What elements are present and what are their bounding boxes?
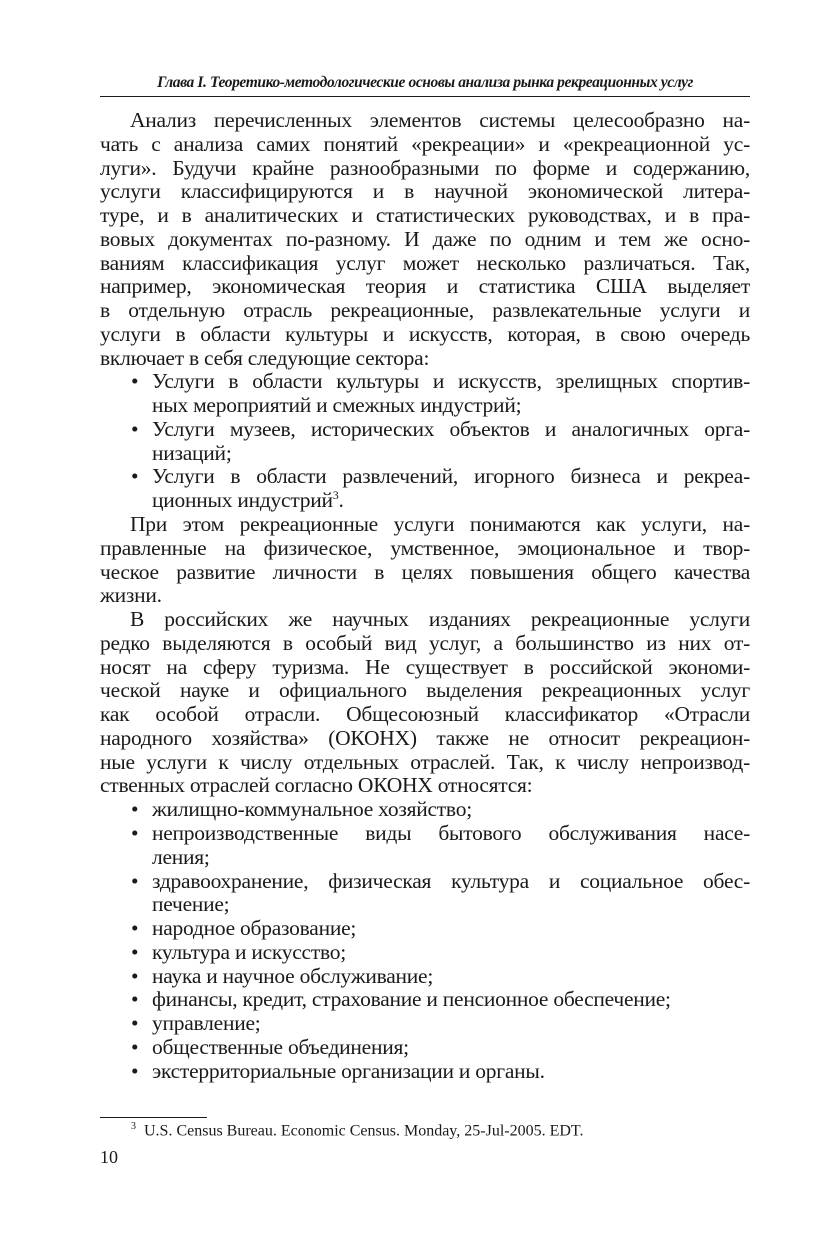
- list-item-text: ных мероприятий и смежных индустрий;: [152, 393, 522, 418]
- list-item: [100, 418, 750, 466]
- list-item-line: [100, 489, 750, 513]
- list-item-text: народное образование;: [152, 916, 357, 941]
- list-item-line: [100, 893, 750, 917]
- list-item-line: [100, 1012, 750, 1036]
- bullet-icon: •: [131, 820, 139, 845]
- list-item-line: [100, 1060, 750, 1084]
- list-item-line: [100, 846, 750, 870]
- list-item: [100, 798, 750, 822]
- bullet-icon: •: [131, 1058, 139, 1083]
- text-line: например, экономическая теория и статистика США выделяет: [100, 274, 750, 299]
- text-line: включает в себя следующие сектора:: [100, 345, 430, 370]
- page-number: 10: [100, 1147, 118, 1167]
- text-line: луги». Будучи крайне разнообразными по форме и содержанию,: [100, 155, 750, 180]
- list-item-text: ления;: [152, 844, 210, 869]
- list-item-text: экстерриториальные организации и органы.: [152, 1058, 545, 1083]
- text-line: Анализ перечисленных элементов системы целесообразно на-: [130, 108, 750, 132]
- text-line: правленные на физическое, умственное, эмоциональное и твор-: [100, 535, 750, 560]
- text-line: ственных отраслей согласно ОКОНХ относятся:: [100, 773, 533, 798]
- list-item-line: [100, 870, 750, 894]
- list-item-line: [100, 465, 750, 489]
- list-item-text: общественные объединения;: [152, 1034, 409, 1059]
- list-item: [100, 370, 750, 418]
- list-item: [100, 465, 750, 513]
- list-item-text: культура и искусство;: [152, 939, 346, 964]
- footnote: [131, 1121, 584, 1140]
- text-line: ческой науке и официального выделения рекреационных услуг: [100, 678, 750, 703]
- text-line: чать с анализа самих понятий «рекреации» и «рекреационной ус-: [100, 131, 750, 156]
- list-item-text: непроизводственные виды бытового обслуживания насе-: [152, 820, 750, 845]
- list-item-line: [100, 394, 750, 418]
- list-item-line: [100, 988, 750, 1012]
- list-item-text: здравоохранение, физическая культура и социальное обес-: [152, 868, 750, 893]
- list-item: [100, 1060, 750, 1084]
- bullet-icon: •: [131, 868, 139, 893]
- list-item-tail: .: [338, 488, 344, 513]
- list-item-text: жилищно-коммунальное хозяйство;: [152, 797, 472, 822]
- list-item-text: низаций;: [152, 440, 232, 465]
- page-body: [100, 109, 750, 1083]
- bullet-icon: •: [131, 797, 139, 822]
- bullet-list: [100, 370, 750, 513]
- bullet-icon: •: [131, 916, 139, 941]
- bullet-icon: •: [131, 416, 139, 441]
- text-line: услуги классифицируются и в научной экономической литера-: [100, 179, 750, 204]
- bullet-icon: •: [131, 939, 139, 964]
- text-line: редко выделяются в особый вид услуг, а большинство из них от-: [100, 630, 750, 655]
- text-line: как особой отрасли. Общесоюзный классификатор «Отрасли: [100, 702, 750, 727]
- text-line: ваниям классификация услуг может несколько различаться. Так,: [100, 250, 750, 275]
- text-line: В российских же научных изданиях рекреационные услуги: [130, 607, 750, 632]
- text-line: При этом рекреационные услуги понимаются как услуги, на-: [130, 512, 750, 537]
- bullet-icon: •: [131, 987, 139, 1012]
- paragraph: [100, 513, 750, 608]
- list-item-text: Услуги музеев, исторических объектов и аналогичных орга-: [152, 416, 750, 441]
- text-line: вовых документах по-разному. И даже по одним и тем же осно-: [100, 226, 750, 251]
- list-item: [100, 870, 750, 918]
- list-item-line: [100, 941, 750, 965]
- list-item-line: [100, 370, 750, 394]
- list-item-line: [100, 1036, 750, 1060]
- list-item: [100, 1012, 750, 1036]
- list-item-text: наука и научное обслуживание;: [152, 963, 434, 988]
- bullet-icon: •: [131, 369, 139, 394]
- list-item: [100, 1036, 750, 1060]
- list-item-line: [100, 442, 750, 466]
- footnote-rule: [100, 1117, 207, 1118]
- paragraph: [100, 608, 750, 798]
- text-line: в отдельную отрасль рекреационные, развлекательные услуги и: [100, 298, 750, 323]
- text-line: ческое развитие личности в целях повышения общего качества: [100, 559, 750, 584]
- list-item-line: [100, 798, 750, 822]
- list-item-line: [100, 917, 750, 941]
- list-item-line: [100, 965, 750, 989]
- list-item-text: ционных индустрий: [152, 488, 333, 513]
- list-item-line: [100, 418, 750, 442]
- text-line: услуги в области культуры и искусств, которая, в свою очередь: [100, 321, 750, 346]
- list-item: [100, 988, 750, 1012]
- list-item-text: печение;: [152, 892, 230, 917]
- text-line: жизни.: [100, 583, 162, 608]
- list-item-text: Услуги в области культуры и искусств, зрелищных спортив-: [152, 369, 750, 394]
- text-line: народного хозяйства» (ОКОНХ) также не относит рекреацион-: [100, 725, 750, 750]
- list-item: [100, 941, 750, 965]
- header-rule: [100, 96, 750, 97]
- list-item-line: [100, 822, 750, 846]
- footnote-reference: 3: [332, 488, 339, 503]
- text-line: ные услуги к числу отдельных отраслей. Так, к числу непроизвод-: [100, 749, 750, 774]
- bullet-icon: •: [131, 963, 139, 988]
- paragraph: [100, 109, 750, 370]
- list-item-text: Услуги в области развлечений, игорного бизнеса и рекреа-: [152, 464, 750, 489]
- bullet-icon: •: [131, 1011, 139, 1036]
- running-header: Глава I. Теоретико-методологические основы анализа рынка рекреационных услуг: [157, 74, 693, 91]
- bullet-list: [100, 798, 750, 1083]
- list-item: [100, 965, 750, 989]
- list-item: [100, 917, 750, 941]
- bullet-icon: •: [131, 1034, 139, 1059]
- text-line: туре, и в аналитических и статистических руководствах, и в пра-: [100, 203, 750, 228]
- bullet-icon: •: [131, 464, 139, 489]
- list-item-text: управление;: [152, 1011, 261, 1036]
- text-line: носят на сферу туризма. Не существует в российской экономи-: [100, 654, 750, 679]
- list-item-text: финансы, кредит, страхование и пенсионное обеспечение;: [152, 987, 671, 1012]
- list-item: [100, 822, 750, 870]
- footnote-text: U.S. Census Bureau. Economic Census. Monday, 25-Jul-2005. EDT.: [144, 1122, 584, 1140]
- footnote-number: 3: [131, 1121, 136, 1132]
